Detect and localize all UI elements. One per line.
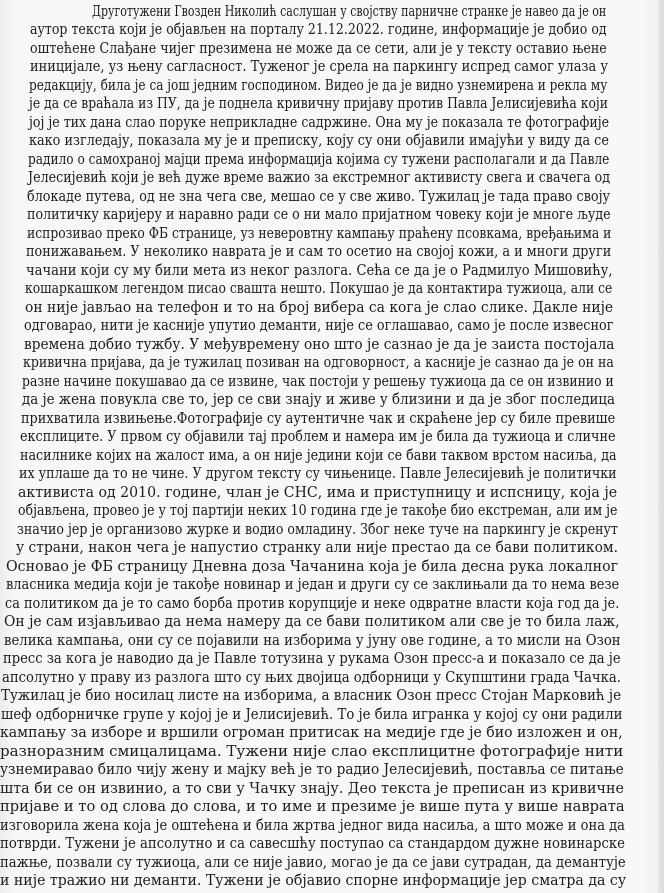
text-line: одговарао, нити је касније упутио деманти, није се оглашавао, само је после извесног bbox=[24, 317, 614, 335]
text-line: пресс за кога је наводио да је Павле тотузина у рукама Озон пресс-а и показало се да је bbox=[2, 650, 621, 668]
text-line: у страни, након чега је напустио странку али није престао да се бави политиком. bbox=[16, 539, 619, 557]
text-line: кошаркашком легендом писао свашта нешто. Покушао је да контактира тужиоца, али се bbox=[25, 280, 613, 298]
text-line: је да се враћала из ПУ, да је поднела кривичну пријаву против Павла Јелисијевића који bbox=[29, 95, 609, 113]
text-line: значио јер је организово журке и водио омладину. Због неке туче на паркингу је скренут bbox=[16, 520, 618, 538]
text-line: апсолутно у праву из разлога што су њих двојица одборници у Скупштини града Чачка. bbox=[2, 668, 622, 686]
text-line: Тужилац је био носилац листе на изборима, а власник Озон пресс Стојан Марковић је bbox=[1, 687, 622, 705]
text-line: оштећене Слађане чијег презимена не може да се сети, али је у тексту оставио њене bbox=[29, 39, 607, 57]
text-line: како изгледају, показала му је и преписку, коју су они објавили имајући у виду да се bbox=[28, 132, 609, 150]
text-line: иницијале, уз њену сагласност. Туженог је срела на паркингу испред самог улаза у bbox=[29, 58, 608, 76]
text-line: шеф одборничке групе у којој је и Јелисијевић. То је била игранка у којој су они радили bbox=[0, 705, 623, 723]
text-line: разноразним смицалицама. Тужени није слао експлицитне фотографије нити bbox=[0, 742, 624, 760]
text-line: прихватила извињење.Фотографије су аутентичне чак и скраћене јер су биле превише bbox=[21, 409, 616, 427]
text-line: аутор текста који је објављен на порталу 21.12.2022. године, информације је добио од bbox=[29, 21, 607, 39]
text-line: понижавањем. У неколико наврата је и сам то осетио на својој кожи, а и многи други bbox=[26, 243, 612, 261]
text-line: експлиците. У првом су објавили тај проблем и намера им је била да тужиоца и сличне bbox=[20, 428, 616, 446]
text-line: разне начине покушавао да се извине, чак постоји у решењу тужиоца да се он извинио и bbox=[22, 372, 615, 390]
text-line: пажње, позвали су тужиоца, али се није јавио, могао је да се јави сутрадан, да демантује bbox=[0, 853, 626, 871]
text-line: насилнике којих на жалост има, а он није једини који се бави таквом врстом насиља, да bbox=[19, 446, 617, 464]
text-line: кампању за изборе и вршили огроман притисак на медије где је био изложен и он, bbox=[0, 724, 623, 742]
text-line: кривична пријава, да је тужилац позиван на одговорност, а касније је сазнао да је он на bbox=[22, 354, 614, 372]
text-line: да је жена повукла све то, јер се сви знају и живе у близини и да је због последица bbox=[21, 391, 615, 409]
text-line: чачани који су му били мета из неког разлога. Сећа се да је о Радмилуо Мишовићу, bbox=[25, 261, 613, 279]
text-line: са политиком да је то само борба против корупције и неке одвратне власти која год да је. bbox=[5, 594, 620, 612]
text-line: испрозивао преко ФБ странице, уз неверовтну кампању праћену псовкама, вређањима и bbox=[26, 224, 611, 242]
text-line: изговорила жена која је оштећена и била жртва једног вида насиља, а што може и она да bbox=[0, 816, 625, 834]
text-line: их уплаше да то не чине. У другом тексту су чињенице. Павле Јелесијевић је политички bbox=[19, 465, 617, 483]
text-line: радило о самохраној мајци према информација којима су тужени располагали и да Павле bbox=[28, 150, 610, 168]
text-line: политичку каријеру и наравно ради се о ни мало пријатном човеку који је многе људе bbox=[27, 206, 611, 224]
text-line: времена добио тужбу. У међувремену оно што је сазнао је да је заиста постојала bbox=[23, 335, 615, 353]
text-line: Основао је ФБ страницу Дневна доза Чачанина која је била десна рука локалног bbox=[6, 557, 619, 575]
text-line: Јелесијевић који је већ дуже време важио за екстремног активисту свега и свачега од bbox=[27, 169, 610, 187]
text-line: активиста од 2010. године, члан је СНС, има и приступницу и испсницу, која је bbox=[18, 483, 618, 501]
text-line: и није тражио ни деманти. Тужени је објавио спорне информације јер сматра да су bbox=[0, 872, 627, 889]
text-line: Он је сам изјављивао да нема намеру да се бави политиком али све је то била лаж, bbox=[4, 613, 621, 631]
text-line: објављена, провео је у тој партији неких 10 година где је такође био екстреман, али им је bbox=[17, 502, 618, 520]
text-line: узнемиравао било чију жену и мајку већ је то радио Јелесијевић, поставља се питање bbox=[0, 761, 624, 779]
text-line: редакцију, била је са још једним господином. Видео је да је видно узнемирена и рекла му bbox=[29, 76, 608, 94]
text-line: он није јављао на телефон и то на број вибера са кога је слао слике. Дакле није bbox=[24, 298, 613, 316]
text-line: шта би се он извинио, а то сви у Чачку знају. Део текста је преписан из кривичне bbox=[0, 779, 624, 797]
text-line: јој је тих дана слао поруке неприкладне садржине. Она му је показала те фотографије bbox=[28, 113, 609, 131]
text-line: власника медија који је такође новинар и један и други су се заклињали да то нема везе bbox=[5, 576, 620, 594]
text-line: блокаде путева, од не зна чега све, мешао се у све живо. Тужилац је тада право своју bbox=[27, 187, 611, 205]
text-line: потврди. Тужени је апсолутно и са савесшћу поступао са стандардом дужне новинарске bbox=[0, 835, 625, 853]
text-line: велика кампања, они су се појавили на изборима у јуну ове године, а то мисли на Озон bbox=[3, 631, 621, 649]
text-line: Друготужени Гвозден Николић саслушан у својству парничне странке је навео да је он bbox=[92, 3, 607, 20]
text-line: пријаве и то од слова до слова, и то име и презиме је више пута у више наврата bbox=[0, 798, 625, 816]
